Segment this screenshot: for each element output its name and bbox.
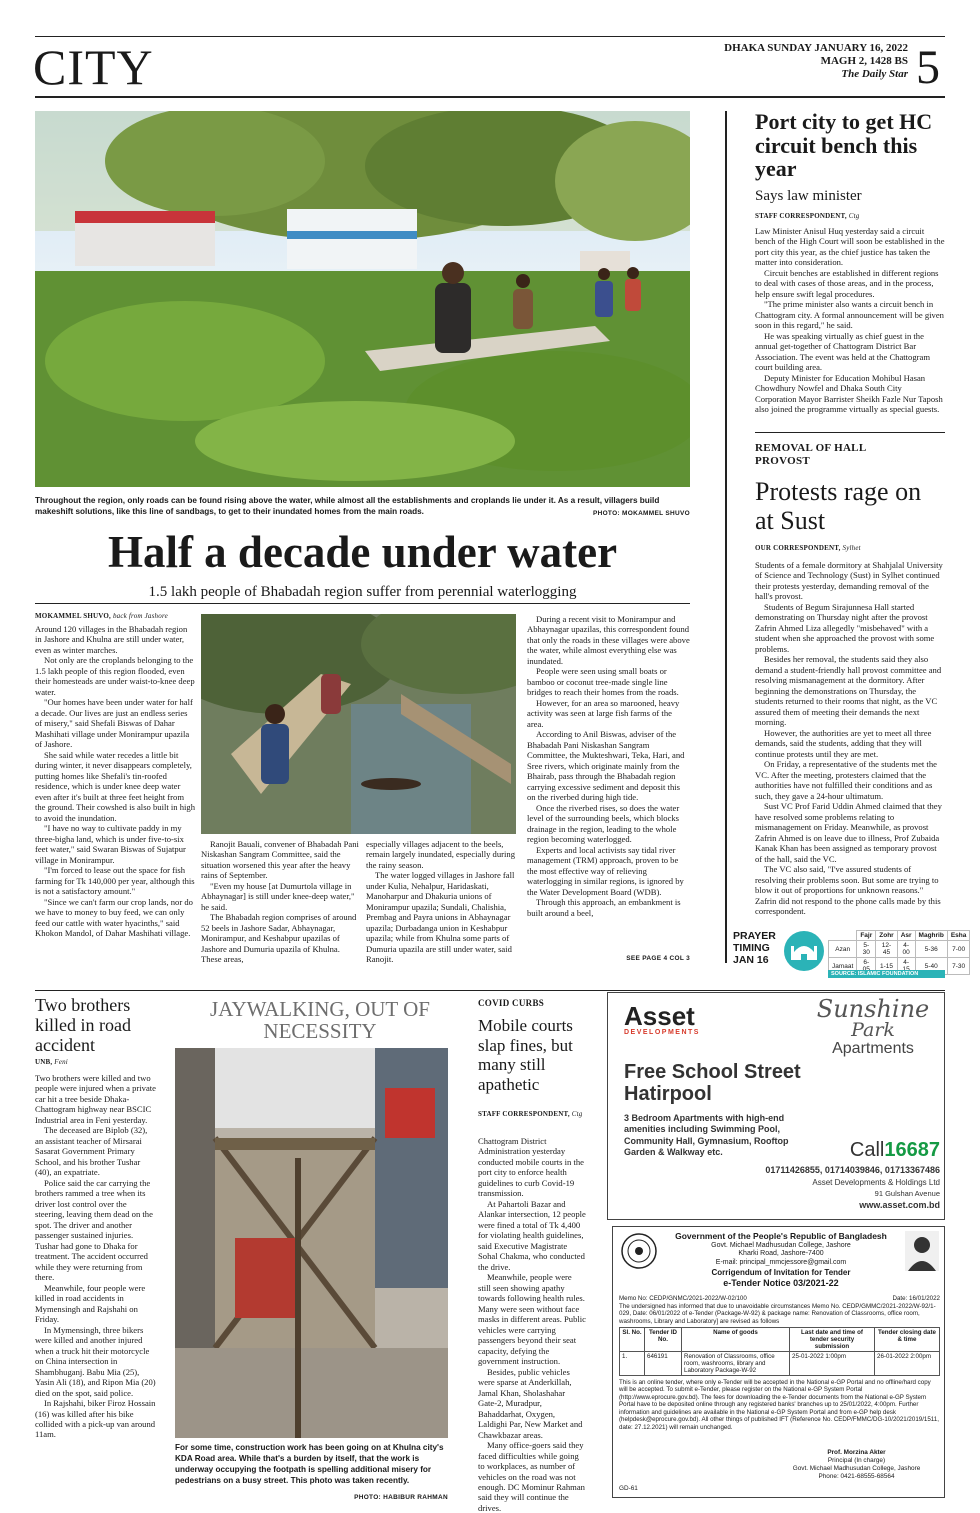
paragraph: Students of Begum Sirajunnesa Hall started demonstrating on Thursday night after the provost Zafrin Ahmed Liza allegedly "misbehaved" with a student when she approached the provost with some problems.: [755, 601, 935, 654]
prayer-time: 7-00: [947, 941, 970, 958]
brothers-headline: Two brothers killed in road accident: [35, 995, 131, 1055]
tender-col: Sl. No.: [620, 1328, 645, 1352]
paper-name: The Daily Star: [841, 68, 908, 81]
tender-footer: This is an online tender, where only e-Tender will be accepted in the National e-GP Portal and no offline/hard copy will be accepted. To submit e-Tender, please register on the National e-GP System Portal (http://www.eprocure.gov.bd). The fees for downloading the e-Tender documents from the National e-GP System Portal have to be deposited online through any registered banks' branches up to 25/01/2022, 4:00pm. Further information and guidelines are available in the National e-GP System Portal and from e-GP help desk (helpdesk@eprocure.gov.bd). All other things of published IFT (Reference No. CEDP/FMMC/DG-10/2021/2019/1511, date: 27.12.2021) will remain unchanged.: [619, 1379, 939, 1431]
paragraph: He was speaking virtually as chief guest in the annual get-together of Chattogram District Bar Association. The event was held at the Chattogram court building area.: [755, 330, 931, 373]
asset-ad: [607, 992, 945, 1220]
project-name-3: Apartments: [832, 1040, 914, 1057]
tender-cell: Renovation of Classrooms, office room, washrooms, library and Laboratory Package-W-92: [682, 1352, 790, 1376]
port-headline: Port city to get HC circuit bench this year: [755, 109, 933, 182]
project-name-1: Sunshine: [816, 995, 930, 1023]
sust-byline-name: OUR CORRESPONDENT,: [755, 544, 841, 552]
paragraph: On Friday, a representative of the students met the VC. After the meeting, protesters claimed that the authorities have not fulfilled their conditions and as such, they gave a 24-hour ultimatum.: [755, 759, 937, 801]
paragraph: Not only are the croplands belonging to the 1.5 lakh people of this region flooded, even their homesteads are under waist-to-knee deep water.: [35, 655, 195, 697]
paragraph: The VC also said, "I've assured students of resolving their problems soon. But some are trying to blow it out of proportions for unknown reasons." Zafrin did not respond to the phone calls made by this correspondent.: [755, 864, 941, 916]
prayer-time: 7-30: [947, 958, 970, 975]
tender-memo: [619, 1295, 940, 1302]
ad-headline-1: Free School Street: [624, 1061, 801, 1083]
paragraph: Ranojit Bauali, convener of Bhabadah Pani Niskashan Sangram Committee, said the situation worsened this year after the heavy rains of September.: [201, 839, 359, 881]
jump-line: SEE PAGE 4 COL 3: [626, 955, 690, 962]
tender-notice-no: e-Tender Notice 03/2021-22: [723, 1277, 839, 1288]
prayer-title-1: PRAYER: [733, 930, 776, 942]
prayer-title: [733, 930, 781, 966]
paragraph: Through this approach, an embankment is built around a beel,: [527, 897, 681, 918]
asset-logo: [624, 1003, 734, 1036]
paragraph: "I have no way to cultivate paddy in my three-bigha land, which is under five-to-six feet water," said Swaran Biswas of Sujatpur village in Monirampur.: [35, 823, 186, 865]
covid-byline: [478, 1110, 588, 1118]
asset-brand-sub: DEVELOPMENTS: [624, 1029, 700, 1036]
waterlogged-village-photo: [35, 111, 690, 487]
tender-cell: 1.: [620, 1352, 645, 1376]
portrait-icon: [905, 1231, 939, 1271]
port-byline-name: STAFF CORRESPONDENT,: [755, 212, 847, 220]
covid-body: [478, 1136, 586, 1513]
lead-secondary-photo: [201, 614, 516, 834]
ad-website: www.asset.com.bd: [859, 1200, 940, 1210]
lead-photo-credit: PHOTO: MOKAMMEL SHUVO: [592, 510, 690, 517]
mosque-icon: [783, 930, 825, 972]
tender-cell: 646191: [645, 1352, 682, 1376]
prayer-time: 5-30: [857, 941, 876, 958]
prayer-table: [828, 930, 970, 975]
tender-header: [659, 1231, 903, 1289]
covid-byline-name: STAFF CORRESPONDENT,: [478, 1110, 570, 1118]
tender-corr: Corrigendum of Invitation for Tender: [711, 1267, 851, 1277]
port-byline: [755, 212, 945, 220]
prayer-title-2: TIMING: [733, 942, 770, 955]
lead-subhead: 1.5 lakh people of Bhabadah region suffer from perennial waterlogging: [148, 584, 577, 600]
prayer-source: SOURCE: ISLAMIC FOUNDATION: [828, 970, 945, 978]
tender-table-wrap: [619, 1327, 940, 1376]
tender-table: [619, 1327, 940, 1376]
tender-signer-phone: Phone: 0421-68555-68564: [818, 1473, 895, 1480]
paragraph: Besides her removal, the students said they also demand a student-friendly hall provost committee and resolving mismanagement at the dormitory. After beginning the demonstrations on Thursday, the students returned to their rooms that night, as the VC assured them of meeting their demands the next morning.: [755, 654, 942, 728]
lead-col-2: [201, 839, 359, 965]
lead-col-1: [35, 624, 195, 939]
jaywalk-credit: PHOTO: HABIBUR RAHMAN: [354, 1494, 448, 1501]
lead-col-4: [527, 614, 690, 918]
jaywalk-headline: JAYWALKING, OUT OF NECESSITY: [210, 997, 430, 1044]
tender-memo-no: Memo No: CEDP/GNMC/2021-2022/W-02/100: [619, 1295, 747, 1302]
boat-canal-photo: [201, 614, 516, 834]
prayer-header: Maghrib: [915, 931, 947, 941]
paragraph: "Even my house [at Dumurtola village in Abhaynagar] is still under knee-deep water," he said.: [201, 880, 355, 912]
paragraph: Meanwhile, four people were killed in road accidents in Mymensingh and Rajshahi on Friday.: [35, 1282, 146, 1325]
prayer-date: JAN 16: [733, 954, 769, 967]
jaywalk-photo: [175, 1048, 448, 1438]
lead-photo: [35, 111, 690, 487]
paragraph: However, the authorities are yet to meet all three demands, said the students, adding that they will continue protests until they are met.: [755, 727, 932, 759]
prayer-row-label: Azan: [829, 941, 857, 958]
govt-seal-icon: [621, 1233, 657, 1269]
sust-kicker: REMOVAL OF HALL PROVOST: [755, 442, 866, 468]
prayer-header: Esha: [947, 931, 970, 941]
ad-phones: 01711426855, 01714039846, 01713367486: [765, 1165, 940, 1175]
prayer-time: 1-15: [876, 958, 897, 975]
brothers-byline-place: Feni: [54, 1058, 68, 1066]
tender-col: Tender closing date & time: [875, 1328, 940, 1352]
tender-cell: 26-01-2022 2:00pm: [875, 1352, 940, 1376]
tender-cell: 25-01-2022 1:00pm: [790, 1352, 875, 1376]
paragraph: People were seen using small boats or bamboo or coconut tree-made single line bridges to reach their homes from the roads.: [527, 666, 679, 698]
paragraph: During a recent visit to Monirampur and Abhaynagar upazilas, this correspondent found that only the roads in these villages were above the water, while almost everything else was inundated.: [527, 614, 690, 666]
sust-headline: Protests rage on at Sust: [755, 477, 922, 535]
prayer-time: 6-: [857, 958, 876, 975]
tender-signer-office: Govt. Michael Madhusudan College, Jashore: [792, 1465, 921, 1472]
brothers-byline: [35, 1058, 165, 1066]
paragraph: In Rajshahi, biker Firoz Hossain (16) was killed after his bike collided with a pick-up van around 11am.: [35, 1398, 156, 1440]
lead-headline: Half a decade under water: [107, 527, 618, 577]
paragraph: Besides, public vehicles were sparse at Anderkillah, Jamal Khan, Sholashahar Gate-2, Muradpur, Bahaddarhat, Oxygen, Laldighi Par, New Market and Chawkbazar areas.: [478, 1366, 583, 1440]
paragraph: "The prime minister also wants a circuit bench in Chattogram city. A formal announcement will be given soon in this regard," he said.: [755, 299, 944, 331]
jaywalk-caption: For some time, construction work has been going on at Khulna city's KDA Road area. While that's a burden by itself, that the work is underway occupying the footpath is spelling additional misery for pedestrians on a busy street. This photo was taken recently.: [175, 1443, 444, 1486]
tender-notice: [612, 1226, 945, 1498]
prayer-time: 12-45: [876, 941, 897, 958]
tender-intro: The undersigned has informed that due to unavoidable circumstances Memo No. CEDP/GMMC/2021-2022/W-92/1-029, Date: 06/01/2022 of e-Tender (Package-W-92) & package name: Renovation of Classrooms, office room, washrooms, Library and Laboratory] are revised as follows: [619, 1303, 936, 1325]
paragraph: Students of a female dormitory at Shahjalal University of Science and Technology (Sust) in Sylhet continued their protests yesterday, demanding removal of the hall's provost.: [755, 560, 943, 602]
prayer-time: 5-36: [915, 941, 947, 958]
lead-photo-caption: Throughout the region, only roads can be found rising above the water, while almost all the establishments and croplands lie under it. As a result, villagers build makeshift solutions, like this line of sandbags, to get to their inundated homes from the main roads.: [35, 496, 660, 517]
date-line-1: DHAKA SUNDAY JANUARY 16, 2022: [724, 42, 908, 54]
brothers-byline-name: UNB,: [35, 1058, 53, 1066]
sunshine-logo: [808, 997, 938, 1058]
section-title: CITY: [33, 39, 154, 95]
paragraph: In Mymensingh, three bikers were killed and another injured when a truck hit their motorcycle on China intersection in Shambhuganj. Babu Mia (25), Yasin Ali (18), and Ripon Mia (20) died on the spot, said police.: [35, 1324, 156, 1398]
prayer-header: Fajr: [857, 931, 876, 941]
paragraph: Meanwhile, people were still seen showing apathy towards following health rules. Many were seen without face masks in different areas. Public vehicles were carrying passengers beyond their seat capacity, defying the government instruction.: [478, 1272, 586, 1367]
tender-signer-role: Principal (In charge): [827, 1457, 886, 1464]
tender-col: Last date and time of tender security submission: [790, 1328, 875, 1352]
sust-byline: [755, 544, 945, 552]
ad-call-label: Call: [849, 1139, 885, 1161]
paragraph: Sust VC Prof Farid Uddin Ahmed claimed that they have resolved some problems relating to mismanagement on Friday. Meanwhile, as provost Zafrin Ahmed is on leave due to illness, Prof Zubaida Kanak Khan has been assigned as temporary provost of the hall, said the VC.: [755, 801, 942, 864]
ad-company: Asset Developments & Holdings Ltd: [812, 1178, 940, 1187]
brothers-body: [35, 1073, 157, 1440]
paragraph: "Our homes have been under water for half a decade. Our lives are just an endless series of misery," said Shefali Biswas of Dahar Mashihati village under Monirampur upazila of Jashore.: [35, 697, 193, 750]
paragraph: The Bhabadah region comprises of around 52 beels in Jashore Sadar, Abhaynagar, Monirampur, and Keshabpur upazilas of Jashore and Dumuria upazila of Khulna. These areas,: [201, 912, 357, 965]
prayer-time: 4-: [897, 958, 915, 975]
paragraph: According to Anil Biswas, adviser of the Bhabadah Pani Niskashan Sangram Committee, the Mukteshwari, Teka, Hari, and Sree rivers, which originate mainly from the Bhairab, pass through the Bhabadah region carrying excessive sediment and deposit this on the riverbed during high tide.: [527, 729, 685, 803]
tender-email: E-mail: principal_mmcjessore@gmail.com: [715, 1259, 847, 1267]
covid-kicker: COVID CURBS: [478, 998, 545, 1008]
paragraph: However, for an area so marooned, heavy activity was seen at large fish farms of the area.: [527, 697, 680, 729]
lead-byline-name: MOKAMMEL SHUVO,: [35, 612, 111, 620]
paragraph: Two brothers were killed and two people were injured when a private car hit a tree beside Dhaka-Chattogram highway near BSCIC Industrial area in Feni yesterday.: [35, 1073, 156, 1125]
paragraph: Police said the car carrying the brothers rammed a tree when its driver lost control over the steering, leaving them dead on the spot. The driver and another passenger sustained injuries. Tushar had gone to Dhaka for treatment. The accident occurred while they were returning from there.: [35, 1177, 153, 1283]
paragraph: Circuit benches are established in different regions to deal with cases of those areas, and in the process, help ensure swift legal procedures.: [755, 267, 939, 299]
paragraph: Experts and local activists say tidal river management (TRM) approach, proven to be the most effective way of relieving waterlogging in similar regions, is ignored by the Water Development Board (WDB).: [527, 844, 684, 897]
prayer-time: 5-40: [915, 958, 947, 975]
date-line-2: MAGH 2, 1428 BS: [820, 55, 908, 68]
prayer-box: [733, 928, 967, 980]
paragraph: Deputy Minister for Education Mohibul Hasan Chowdhury Nowfel and Dhaka South City Corporation Mayor Barrister Sheikh Fazle Nur Taposh also joined the programme virtually as special guests.: [755, 372, 943, 415]
ad-headline: [624, 1061, 854, 1105]
paragraph: Many office-goers said they faced difficulties while going to workplaces, as number of vehicles on the road was not enough. DC Mominur Rahman said they will continue the drives.: [478, 1440, 585, 1513]
paragraph: The deceased are Biplob (32), an assistant teacher of Mirsarai Sasarat Government Primary School, and his brother Tushar (40), an expatriate.: [35, 1125, 148, 1178]
tender-signature: [773, 1449, 940, 1481]
paragraph: "I'm forced to lease out the space for fish farming for Tk 140,000 per year, although this is not a satisfactory amount.": [35, 865, 195, 897]
paragraph: Around 120 villages in the Bhabadah region in Jashore and Khulna are still under water, even as winter marches.: [35, 624, 188, 655]
sust-body: [755, 560, 945, 916]
tender-col: Tender ID No.: [645, 1328, 682, 1352]
project-name-2: Park: [851, 1019, 895, 1041]
port-subhead: Says law minister: [755, 188, 862, 204]
ad-call: [836, 1139, 940, 1162]
paragraph: The water logged villages in Jashore fall under Kulia, Nehalpur, Haridaskati, Manoharpur and Dhakuria unions of Monirampur upazila; Sundali, Chalishia, Prembag and Payra unions in Abhaynagar upazila; Durbadanga union in Keshabpur upazila; while from Khulna some parts of Dumuria upazila are still under water, said Ranojit.: [366, 870, 515, 965]
tender-signer: Prof. Morzina Akter: [827, 1449, 886, 1456]
tender-address: Kharki Road, Jashore-7400: [738, 1250, 824, 1258]
prayer-header: Asr: [897, 931, 915, 941]
ad-address: 91 Gulshan Avenue: [874, 1189, 940, 1198]
asset-brand: Asset: [624, 1001, 695, 1031]
paragraph: She said while water recedes a little bit during winter, it never disappears completely, putting homes like Shefali's tin-roofed residence, which is under knee deep water even after it's built at three feet height from the ground. Their cowshed is also built in high to avoid the inundation.: [35, 749, 195, 823]
ad-features: 3 Bedroom Apartments with high-end amenities including Swimming Pool, Community Hall, Gymnasium, Rooftop Garden & Walkway etc.: [624, 1113, 789, 1157]
paragraph: At Pahartoli Bazar and Alankar intersection, 12 people were fined a total of Tk 4,400 for violating health guidelines, said Executive Magistrate Sohal Chakma, who conducted the drive.: [478, 1198, 586, 1272]
paragraph: Law Minister Anisul Huq yesterday said a circuit bench of the High Court will soon be established in the port city this year, as the chief justice has taken the matter into consideration.: [755, 226, 945, 268]
port-body: [755, 226, 945, 415]
lead-byline-place: back from Jashore: [112, 612, 168, 620]
page-number: 5: [916, 41, 940, 94]
tender-col: Name of goods: [682, 1328, 790, 1352]
ad-headline-2: Hatirpool: [624, 1083, 712, 1105]
lead-col-3: [366, 839, 518, 965]
prayer-time: 4-00: [897, 941, 915, 958]
port-byline-place: Ctg: [848, 212, 860, 220]
tender-gd: GD-61: [619, 1485, 638, 1492]
prayer-header: Zohr: [876, 931, 897, 941]
paragraph: "Since we can't farm our crop lands, nor do we have to money to buy feed, we can only feed our cattle with water hyacinths," said Khokon Mandol, of Dahar Mashihati village.: [35, 896, 193, 939]
covid-byline-place: Ctg: [571, 1110, 583, 1118]
date-line: [680, 42, 908, 82]
tender-memo-date: Date: 16/01/2022: [892, 1295, 940, 1302]
paragraph: Once the riverbed rises, so does the water level of the surrounding beels, which blocks drainage in the region, leading to the whole region becoming waterlogged.: [527, 802, 680, 845]
covid-headline: Mobile courts slap fines, but many still apathetic: [478, 1016, 573, 1094]
sust-byline-place: Sylhet: [842, 544, 861, 552]
prayer-row-label: Jamaat: [829, 958, 857, 975]
paragraph: especially villages adjacent to the beels, remain largely inundated, especially during the rainy season.: [366, 839, 515, 870]
tender-gov: Government of the People's Republic of Bangladesh: [675, 1231, 887, 1241]
paragraph: Chattogram District Administration yesterday conducted mobile courts in the port city to enforce health guidelines to curb Covid-19 transmission.: [478, 1136, 584, 1199]
construction-footpath-photo: [175, 1048, 448, 1438]
ad-call-number: 16687: [884, 1139, 940, 1161]
lead-byline: [35, 612, 195, 620]
tender-office: Govt. Michael Madhusudan College, Jashore: [711, 1241, 851, 1249]
